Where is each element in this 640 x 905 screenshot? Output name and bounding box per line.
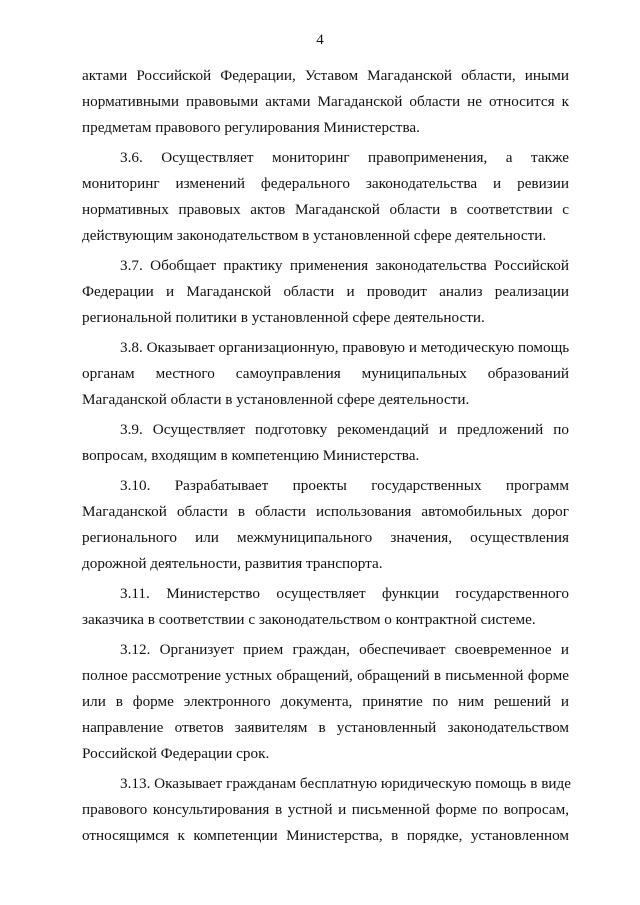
text-line: нормативными правовыми актами Магаданской области не относится к [82,93,569,110]
text-line: заказчика в соответствии с законодательством о контрактной системе. [82,611,536,628]
text-line: нормативных правовых актов Магаданской области в соответствии с [82,201,569,218]
paragraph-3-13 [82,771,569,849]
paragraph-3-10 [82,473,569,577]
text-line: Российской Федерации срок. [82,745,270,762]
text-line: 3.11. Министерство осуществляет функции государственного [120,585,569,602]
paragraph-3-8 [82,335,569,413]
text-line: актами Российской Федерации, Уставом Магаданской области, иными [82,67,569,84]
page-number: 4 [316,32,324,48]
text-line: действующим законодательством в установленной сфере деятельности. [82,227,547,244]
text-line: регионального или межмуниципального значения, осуществления [82,529,569,546]
text-line: вопросам, входящим в компетенцию Министерства. [82,447,420,464]
paragraph-3-11 [82,581,569,633]
paragraph-3-12 [82,637,569,767]
text-line: 3.10. Разрабатывает проекты государственных программ [120,477,569,494]
text-line: мониторинг изменений федерального законодательства и ревизии [82,175,569,192]
text-line: 3.8. Оказывает организационную, правовую и методическую помощь [120,339,570,356]
text-line: Магаданской области в установленной сфере деятельности. [82,391,470,408]
text-line: предметам правового регулирования Министерства. [82,119,420,136]
text-line: правового консультирования в устной и письменной форме по вопросам, [82,801,569,818]
text-line: 3.7. Обобщает практику применения законодательства Российской [120,257,569,274]
text-line: относящимся к компетенции Министерства, в порядке, установленном [82,827,569,844]
text-line: региональной политики в установленной сфере деятельности. [82,309,485,326]
text-line: полное рассмотрение устных обращений, обращений в письменной форме [82,667,569,684]
text-line: 3.6. Осуществляет мониторинг правоприменения, а также [120,149,569,166]
text-line: или в форме электронного документа, принятие по ним решений и [82,693,569,710]
paragraph-3-6 [82,145,569,249]
text-line: 3.12. Организует прием граждан, обеспечивает своевременное и [120,641,569,658]
paragraph-3-9 [82,417,569,469]
text-line: органам местного самоуправления муниципальных образований [82,365,569,382]
text-line: направление ответов заявителям в установленный законодательством [82,719,569,736]
text-line: 3.13. Оказывает гражданам бесплатную юридическую помощь в виде [120,775,571,792]
paragraph-3-7 [82,253,569,331]
text-line: Магаданской области в области использования автомобильных дорог [82,503,569,520]
text-line: дорожной деятельности, развития транспорта. [82,555,383,572]
text-line: 3.9. Осуществляет подготовку рекомендаций и предложений по [120,421,569,438]
paragraph-continuation [82,63,569,141]
text-line: Федерации и Магаданской области и проводит анализ реализации [82,283,569,300]
document-body [82,63,569,853]
